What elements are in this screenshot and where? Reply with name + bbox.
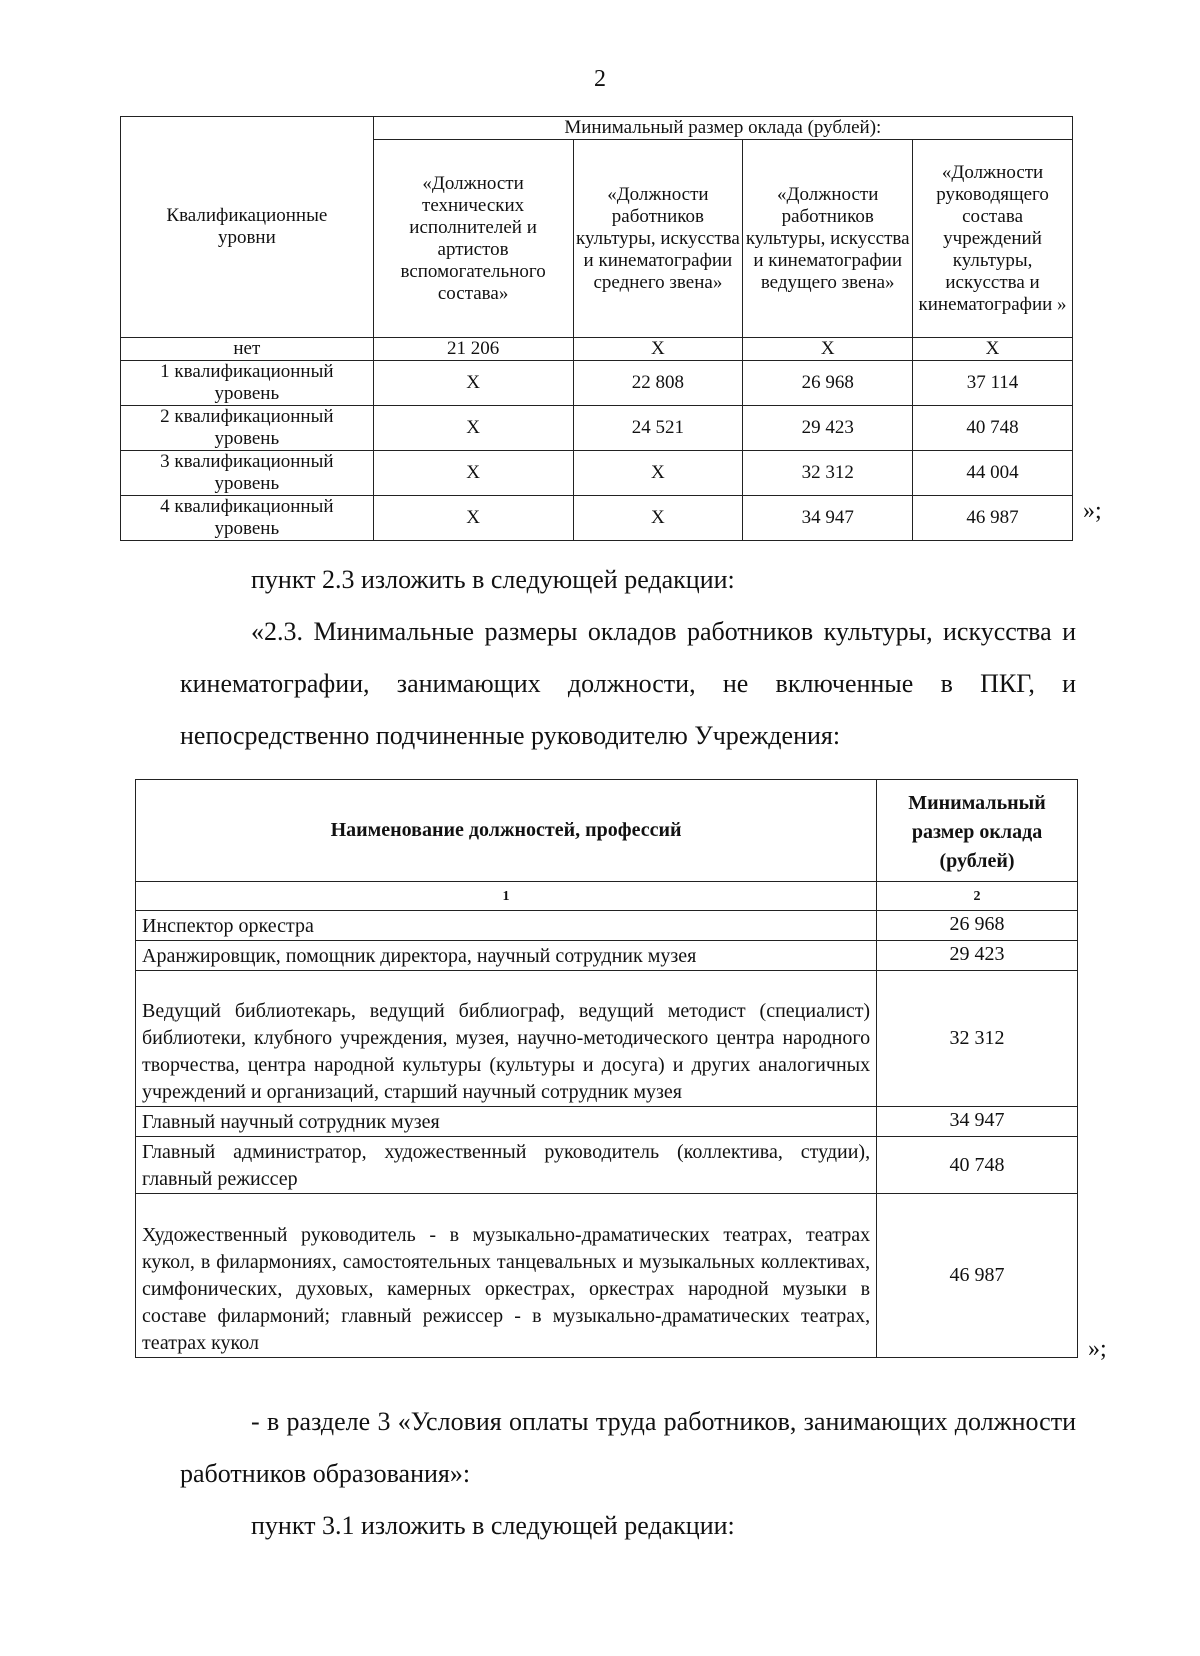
value-cell: 22 808 <box>573 361 743 406</box>
value-cell: 24 521 <box>573 406 743 451</box>
page-number: 2 <box>594 66 606 92</box>
table-row <box>121 406 1073 451</box>
column-header: «Должности технических исполнителей и артистов вспомогательного состава» <box>373 140 573 338</box>
value-cell: 40 748 <box>913 406 1073 451</box>
table-row <box>136 1194 1078 1358</box>
position-salary: 32 312 <box>877 971 1078 1107</box>
level-cell: 2 квалификационный уровень <box>121 406 374 451</box>
column-header: «Должности руководящего состава учреждений культуры, искусства и кинематографии » <box>913 140 1073 338</box>
salary-table-qualification-levels <box>120 116 1073 541</box>
table-row <box>136 911 1078 941</box>
position-salary: 46 987 <box>877 1194 1078 1358</box>
position-salary: 26 968 <box>877 911 1078 941</box>
position-name: Главный администратор, художественный руководитель (коллектива, студии), главный режиссер <box>136 1137 877 1194</box>
paragraph-point-3-1: пункт 3.1 изложить в следующей редакции: <box>251 1511 735 1540</box>
position-name: Ведущий библиотекарь, ведущий библиограф, ведущий методист (специалист) библиотеки, клубного учреждения, музея, научно-методического центра народного творчества, центра народной культуры (культуры и досуга) и других аналогичных учреждений и организаций, старший научный сотрудник музея <box>136 971 877 1107</box>
level-cell: нет <box>121 338 374 361</box>
value-cell: Х <box>373 361 573 406</box>
position-name: Инспектор оркестра <box>136 911 877 941</box>
table-row <box>136 971 1078 1107</box>
qualification-levels-header: Квалификационные уровни <box>121 117 374 338</box>
min-salary-group-header: Минимальный размер оклада (рублей): <box>373 117 1072 140</box>
position-name: Главный научный сотрудник музея <box>136 1107 877 1137</box>
closing-quote-mark: »; <box>1083 498 1102 524</box>
position-salary: 40 748 <box>877 1137 1078 1194</box>
min-salary-header: Минимальный размер оклада (рублей) <box>877 780 1078 882</box>
closing-quote-mark: »; <box>1088 1336 1107 1362</box>
value-cell: Х <box>913 338 1073 361</box>
position-name: Художественный руководитель - в музыкально-драматических театрах, театрах кукол, в филармониях, самостоятельных танцевальных и музыкальных коллективах, симфонических, духовых, камерных оркестрах, оркестрах народной музыки в составе филармоний; главный режиссер - в музыкально-драматических театрах, театрах кукол <box>136 1194 877 1358</box>
column-number: 1 <box>136 882 877 911</box>
salary-table-positions <box>135 779 1078 1358</box>
value-cell: 26 968 <box>743 361 913 406</box>
level-cell: 3 квалификационный уровень <box>121 451 374 496</box>
value-cell: 37 114 <box>913 361 1073 406</box>
table-row <box>121 361 1073 406</box>
paragraph-2-3-text: «2.3. Минимальные размеры окладов работников культуры, искусства и кинематографии, занимающих должности, не включенные в ПКГ, и непосредственно подчиненные руководителю Учреждения: <box>180 617 1076 750</box>
paragraph-point-2-3: пункт 2.3 изложить в следующей редакции: <box>251 565 735 594</box>
table-row <box>121 496 1073 541</box>
value-cell: 32 312 <box>743 451 913 496</box>
column-header: «Должности работников культуры, искусства и кинематографии среднего звена» <box>573 140 743 338</box>
table-row <box>136 941 1078 971</box>
position-salary: 29 423 <box>877 941 1078 971</box>
value-cell: Х <box>573 496 743 541</box>
value-cell: 44 004 <box>913 451 1073 496</box>
value-cell: 46 987 <box>913 496 1073 541</box>
position-name: Аранжировщик, помощник директора, научный сотрудник музея <box>136 941 877 971</box>
value-cell: Х <box>573 338 743 361</box>
value-cell: Х <box>373 451 573 496</box>
column-number: 2 <box>877 882 1078 911</box>
table-row <box>121 451 1073 496</box>
position-salary: 34 947 <box>877 1107 1078 1137</box>
value-cell: Х <box>373 496 573 541</box>
table-row <box>136 1137 1078 1194</box>
value-cell: Х <box>373 406 573 451</box>
column-header: «Должности работников культуры, искусства и кинематографии ведущего звена» <box>743 140 913 338</box>
paragraph-section-3: - в разделе 3 «Условия оплаты труда работников, занимающих должности работников образования»: <box>180 1407 1076 1488</box>
table-row <box>121 338 1073 361</box>
value-cell: 29 423 <box>743 406 913 451</box>
value-cell: 34 947 <box>743 496 913 541</box>
table-row <box>136 1107 1078 1137</box>
value-cell: Х <box>573 451 743 496</box>
level-cell: 1 квалификационный уровень <box>121 361 374 406</box>
level-cell: 4 квалификационный уровень <box>121 496 374 541</box>
value-cell: Х <box>743 338 913 361</box>
value-cell: 21 206 <box>373 338 573 361</box>
positions-name-header: Наименование должностей, профессий <box>136 780 877 882</box>
